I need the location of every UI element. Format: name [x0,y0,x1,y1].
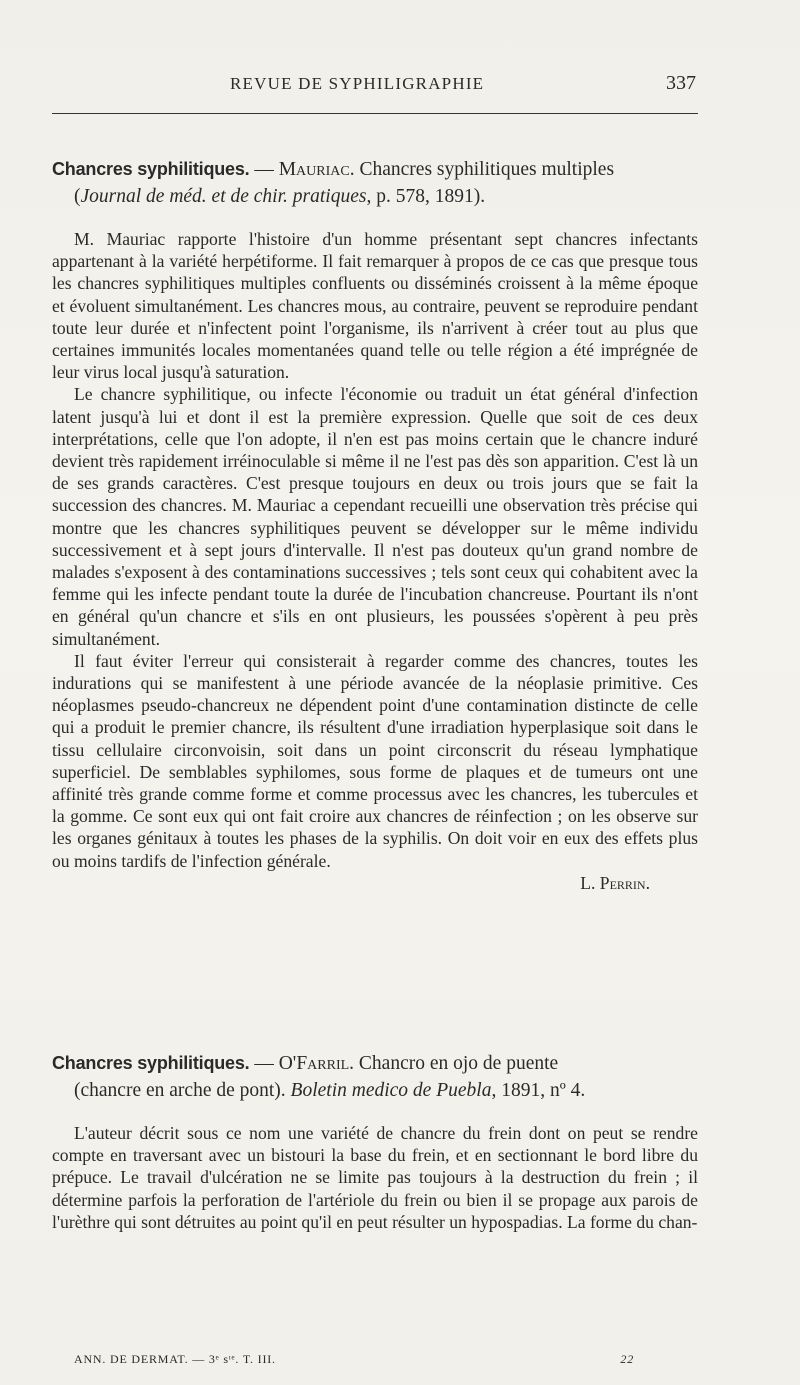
sheet-number: 22 [620,1352,634,1366]
article-author: O'Farril [278,1053,350,1074]
article-heading [52,1050,698,1104]
article-body [52,1122,698,1233]
article-ofarril [52,1050,698,1233]
article-heading-lead: Chancres syphilitiques. [52,159,250,179]
journal-name: Journal de méd. et de chir. pratiques [80,186,367,207]
article-title: . Chancres syphilitiques multiples [349,159,615,180]
source-rest: , 1891, nº 4. [491,1080,586,1101]
author-signature: L. Perrin. [580,872,650,893]
article-mauriac [52,156,698,894]
signature-mark: ANN. DE DERMAT. — 3ᵉ sᶦᵉ. T. III. [74,1352,276,1366]
article-title: . Chancro en ojo de puente [349,1053,559,1074]
heading-dash: — [249,1053,279,1074]
paragraph: L'auteur décrit sous ce nom une variété de chancre du frein dont on peut se rendre compte en traversant avec un bistouri la base du frein, et en sectionnant le bord libre du prépuce. Le travail d'ulcération ne se limite pas toujours à la destruction du frein ; il détermine parfois la perforation de l'artériole du frein ou bien il se propage aux parois de l'urèthre qui sont détruites au point qu'il en peut résulter un hypospadias. La forme du chan- [52,1123,698,1232]
paragraph: Il faut éviter l'erreur qui consisterait à regarder comme des chancres, toutes les indurations qui se manifestent à une période avancée de la néoplasie primitive. Ces néoplasmes pseudo-chancreux ne dépendent point d'une contamination distincte de celle qui a produit le premier chancre, ils résultent d'une irradiation hyperplasique soit dans le tissu cellulaire circonvoisin, soit dans un point circonscrit du réseau lymphatique superficiel. De semblables syphilomes, sous forme de plaques et de tumeurs ont une affinité très grande comme forme et comme processus avec les chancres, les tubercules et la gomme. Ce sont eux qui ont fait croire aux chancres de réinfection ; on les observe sur les organes génitaux à toutes les phases de la syphilis. On doit voir en eux des effets plus ou moins tardifs de l'infection générale. [52,650,698,871]
article-source [52,1077,698,1104]
paragraph: M. Mauriac rapporte l'histoire d'un homme présentant sept chancres infectants appartenant à la variété herpétiforme. Il fait remarquer à propos de ce cas que presque tous les chancres syphilitiques multiples confluents ou disséminés croissent à la même époque et évoluent simultanément. Les chancres mous, au contraire, peuvent se reproduire pendant toute leur durée et n'infectent point l'organisme, ils n'arrivent à créer tout au plus que certaines immunités locales momentanées quand telle ou telle région a été imprégnée de leur virus local jusqu'à saturation. [52,229,698,383]
signature-line [52,872,698,894]
article-body [52,228,698,894]
source-open: (chancre en arche de pont). [74,1080,291,1101]
journal-name: Boletin medico de Puebla [290,1080,492,1101]
article-heading [52,156,698,210]
source-rest: , p. 578, 1891). [366,186,486,207]
running-title: REVUE DE SYPHILIGRAPHIE [230,74,485,93]
paragraph: Le chancre syphilitique, ou infecte l'économie ou traduit un état général d'infection latent jusqu'à lui et dont il est la première expression. Quelle que soit de ces deux interprétations, celle que l'on adopte, il n'en est pas moins certain que le chancre induré devient très rapidement irréinoculable si même il ne l'est pas dès son apparition. C'est là un de ses grands caractères. C'est presque toujours en deux ou trois jours que se fait la succession des chancres. M. Mauriac a cependant recueilli une observation très précise qui montre que les chancres syphilitiques peuvent se développer sur le même individu successivement et à sept jours d'intervalle. Il n'est pas douteux qu'un grand nombre de malades s'exposent à des contaminations successives ; tels sont ceux qui cohabitent avec la femme qui les infecte pendant toute la durée de l'incubation chancreuse. Pourtant ils n'ont en général qu'un chancre et s'ils en ont plusieurs, les poussées s'opèrent à peu près simultanément. [52,384,698,649]
page-footer [74,1352,634,1367]
source-open: ( [74,186,81,207]
article-source [52,183,698,210]
article-author: Mauriac [278,159,350,180]
running-head [52,72,698,100]
header-rule [52,113,698,114]
article-heading-lead: Chancres syphilitiques. [52,1053,250,1073]
page-number: 337 [666,72,696,94]
heading-dash: — [249,159,279,180]
